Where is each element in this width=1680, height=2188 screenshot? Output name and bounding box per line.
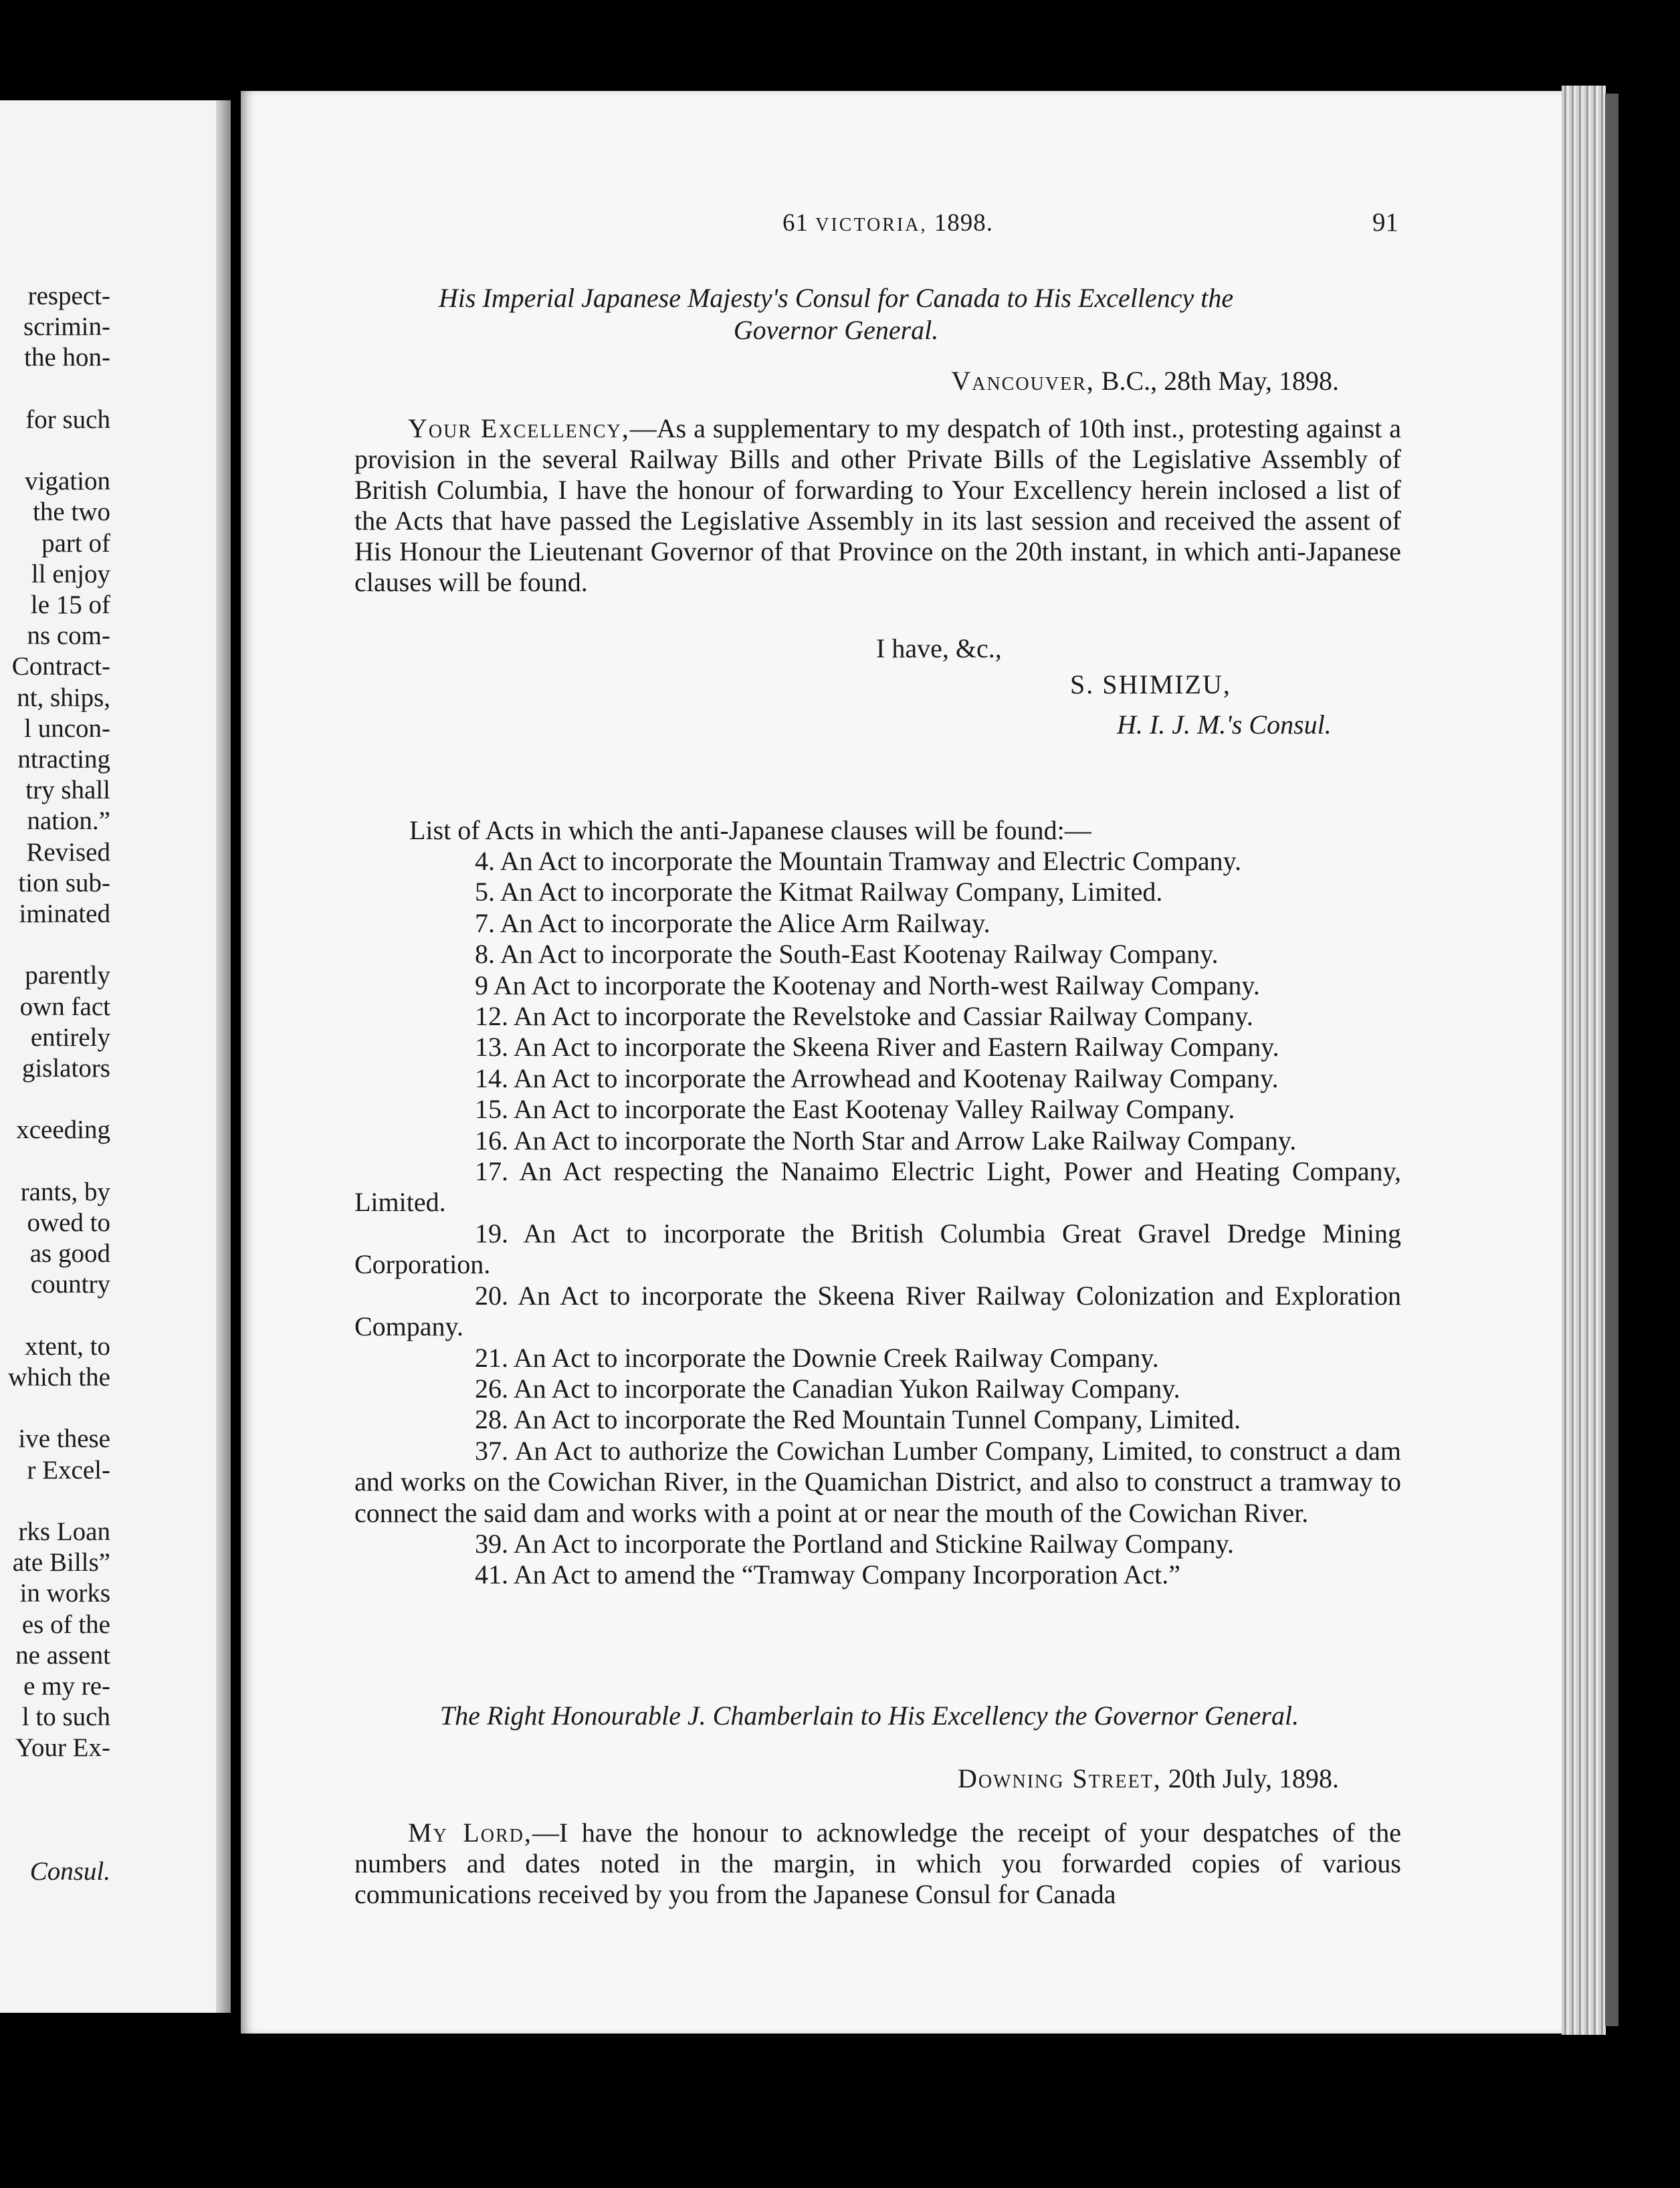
act-title: An Act to incorporate the Red Mountain Tunnel Company, Limited. bbox=[513, 1404, 1241, 1435]
facing-page-line: nt, ships, bbox=[17, 683, 110, 712]
act-number: 14. bbox=[475, 1063, 508, 1093]
letter2-heading: The Right Honourable J. Chamberlain to His Excellency the Governor General. bbox=[439, 1701, 1299, 1731]
letter2-dateline bbox=[958, 1763, 1339, 1794]
act-item bbox=[354, 846, 1401, 877]
letter1-closing: I have, &c., bbox=[876, 633, 1002, 663]
running-head-number: 61 bbox=[782, 209, 809, 237]
facing-page-line: for such bbox=[25, 405, 110, 434]
facing-page-line: ate Bills” bbox=[12, 1548, 110, 1577]
page-edges bbox=[1562, 86, 1606, 2035]
act-number: 5. bbox=[475, 877, 495, 907]
facing-page-line: Consul. bbox=[29, 1857, 110, 1886]
act-item bbox=[354, 1032, 1401, 1063]
act-number: 12. bbox=[475, 1001, 508, 1032]
letter1-dateline bbox=[951, 365, 1339, 397]
facing-page-line: ne assent bbox=[15, 1640, 110, 1670]
facing-page-line: own fact bbox=[19, 992, 110, 1021]
signature-title: H. I. J. M.'s Consul. bbox=[1117, 709, 1332, 740]
running-head-year: 1898. bbox=[934, 209, 994, 237]
facing-page-line: owed to bbox=[27, 1208, 110, 1237]
letter1-dateline-place: Vancouver, bbox=[951, 366, 1095, 396]
facing-page-line: vigation bbox=[25, 467, 110, 496]
facing-page-line: as good bbox=[29, 1239, 110, 1269]
running-head bbox=[782, 209, 993, 237]
act-title: An Act to incorporate the Portland and Stickine Railway Company. bbox=[513, 1528, 1234, 1559]
facing-page-line: tion sub- bbox=[18, 868, 110, 897]
act-title: An Act to incorporate the Skeena River and Eastern Railway Company. bbox=[513, 1032, 1279, 1063]
letter2-dateline-place: Downing Street, bbox=[957, 1763, 1162, 1793]
letter2-body bbox=[354, 1818, 1401, 1910]
facing-page-line: ive these bbox=[18, 1424, 110, 1454]
facing-page-line: try shall bbox=[25, 776, 110, 805]
facing-page-line: the two bbox=[33, 498, 110, 527]
letter2-body-text: —I have the honour to acknowledge the receipt of your despatches of the numbers and dates noted in the margin, in which you forwarded copies of various communications received by you from the Japanese Consul for Canada bbox=[354, 1818, 1401, 1909]
act-item bbox=[354, 1343, 1401, 1374]
act-title: An Act to incorporate the South-East Kootenay Railway Company. bbox=[500, 939, 1219, 970]
facing-page-line: respect- bbox=[27, 282, 110, 310]
page-shadow bbox=[1605, 94, 1618, 2026]
act-number: 21. bbox=[475, 1342, 508, 1373]
acts-list bbox=[354, 846, 1401, 1591]
facing-page-line: Revised bbox=[26, 837, 110, 867]
act-title: An Act to incorporate the East Kootenay Valley Railway Company. bbox=[513, 1094, 1235, 1125]
act-number: 13. bbox=[475, 1032, 508, 1063]
facing-page-line: parently bbox=[25, 961, 110, 990]
facing-page-line: Your Ex- bbox=[15, 1733, 110, 1763]
facing-page-line: rants, by bbox=[20, 1177, 110, 1206]
facing-page-line: r Excel- bbox=[27, 1455, 110, 1485]
letter1-body bbox=[354, 413, 1401, 598]
facing-page-line: le 15 of bbox=[30, 590, 110, 619]
act-number: 41. bbox=[475, 1559, 508, 1590]
page-number: 91 bbox=[1372, 208, 1398, 237]
act-number: 17. bbox=[475, 1156, 508, 1187]
facing-page-line: Contract- bbox=[11, 652, 110, 681]
act-number: 39. bbox=[475, 1528, 508, 1559]
acts-list-intro: List of Acts in which the anti-Japanese clauses will be found:— bbox=[409, 815, 1091, 845]
act-title: An Act to incorporate the Arrowhead and Kootenay Railway Company. bbox=[513, 1063, 1279, 1093]
act-item bbox=[354, 1218, 1401, 1281]
facing-page-line: xtent, to bbox=[25, 1331, 110, 1361]
act-number: 9 bbox=[475, 970, 488, 1000]
facing-page-line: part of bbox=[41, 528, 110, 558]
letter1-heading bbox=[334, 282, 1338, 346]
facing-page-fragment bbox=[0, 100, 231, 2013]
act-item bbox=[354, 1529, 1401, 1559]
act-title: An Act to incorporate the Kootenay and North-west Railway Company. bbox=[493, 970, 1260, 1000]
act-title: An Act to incorporate the Downie Creek Railway Company. bbox=[513, 1342, 1159, 1373]
act-number: 7. bbox=[475, 907, 495, 938]
act-title: An Act respecting the Nanaimo Electric Light, Power and Heating Company, Limited. bbox=[354, 1156, 1402, 1218]
facing-page-line: ns com- bbox=[27, 621, 110, 651]
act-item bbox=[354, 1559, 1401, 1590]
act-item bbox=[354, 939, 1401, 970]
act-title: An Act to authorize the Cowichan Lumber Company, Limited, to construct a dam and works on the Cowichan River, in the Quamichan District, and also to construct a tramway to connect the said dam and works with a point at or near the mouth of the Cowichan River. bbox=[354, 1435, 1402, 1528]
letter2-dateline-date: 20th July, 1898. bbox=[1168, 1763, 1339, 1793]
facing-page-line: rks Loan bbox=[18, 1517, 110, 1546]
act-title: An Act to incorporate the North Star and Arrow Lake Railway Company. bbox=[513, 1125, 1297, 1156]
letter2-salutation: My Lord, bbox=[408, 1818, 532, 1848]
letter1-heading-line2: Governor General. bbox=[733, 315, 939, 345]
act-number: 20. bbox=[475, 1280, 508, 1311]
act-item bbox=[354, 1281, 1401, 1343]
letter1-dateline-date: B.C., 28th May, 1898. bbox=[1101, 366, 1339, 396]
act-item bbox=[354, 1094, 1401, 1125]
act-item bbox=[354, 1374, 1401, 1404]
act-title: An Act to incorporate the Kitmat Railway Company, Limited. bbox=[500, 877, 1163, 907]
facing-page-line: gislators bbox=[21, 1054, 110, 1083]
running-head-word: VICTORIA, bbox=[815, 215, 928, 235]
letter1-body-text: —As a supplementary to my despatch of 10th inst., protesting against a provision in the several Railway Bills and other Private Bills of the Legislative Assembly of British Columbia, I have the honour of forwarding to Your Excellency herein inclosed a list of the Acts that have passed the Legislative Assembly in its last session and received the assent of His Honour the Lieutenant Governor of that Province on the 20th instant, in which anti-Japanese clauses will be found. bbox=[354, 413, 1402, 597]
book-gutter bbox=[216, 100, 231, 2013]
facing-page-line: es of the bbox=[21, 1610, 110, 1639]
act-title: An Act to amend the “Tramway Company Incorporation Act.” bbox=[513, 1559, 1180, 1590]
act-number: 8. bbox=[475, 939, 495, 970]
facing-page-line: e my re- bbox=[23, 1672, 110, 1701]
act-title: An Act to incorporate the Skeena River Railway Colonization and Exploration Company. bbox=[354, 1280, 1401, 1342]
act-number: 19. bbox=[475, 1218, 508, 1248]
act-number: 28. bbox=[475, 1404, 508, 1435]
act-item bbox=[354, 1125, 1401, 1156]
act-number: 37. bbox=[475, 1435, 508, 1466]
act-item bbox=[354, 970, 1401, 1001]
act-title: An Act to incorporate the Revelstoke and Cassiar Railway Company. bbox=[513, 1001, 1253, 1032]
act-title: An Act to incorporate the Alice Arm Railway. bbox=[500, 907, 990, 938]
facing-page-line: scrimin- bbox=[23, 312, 110, 342]
facing-page-line: nation.” bbox=[27, 806, 110, 836]
facing-page-line: l to such bbox=[21, 1703, 110, 1732]
act-item bbox=[354, 1001, 1401, 1032]
act-title: An Act to incorporate the Canadian Yukon Railway Company. bbox=[513, 1373, 1180, 1404]
facing-page-line: the hon- bbox=[24, 343, 110, 372]
act-item bbox=[354, 1404, 1401, 1435]
act-title: An Act to incorporate the Mountain Tramway and Electric Company. bbox=[500, 846, 1242, 876]
signature-name: S. SHIMIZU, bbox=[1070, 669, 1231, 699]
act-item bbox=[354, 908, 1401, 939]
act-number: 15. bbox=[475, 1094, 508, 1125]
act-number: 16. bbox=[475, 1125, 508, 1156]
act-title: An Act to incorporate the British Columbia Great Gravel Dredge Mining Corporation. bbox=[354, 1218, 1402, 1280]
act-item bbox=[354, 877, 1401, 907]
facing-page-line: l uncon- bbox=[24, 714, 110, 743]
act-item bbox=[354, 1436, 1401, 1529]
act-item bbox=[354, 1156, 1401, 1218]
facing-page-line: ntracting bbox=[17, 745, 110, 774]
act-item bbox=[354, 1063, 1401, 1094]
facing-page-line: ll enjoy bbox=[31, 559, 110, 588]
act-number: 26. bbox=[475, 1373, 508, 1404]
letter1-salutation: Your Excellency, bbox=[408, 413, 630, 443]
act-number: 4. bbox=[475, 846, 495, 876]
facing-page-line: country bbox=[30, 1270, 110, 1299]
facing-page-line: xceeding bbox=[16, 1115, 110, 1145]
facing-page-line: iminated bbox=[19, 899, 110, 928]
facing-page-line: entirely bbox=[30, 1022, 110, 1052]
letter1-heading-line1: His Imperial Japanese Majesty's Consul for Canada to His Excellency the bbox=[438, 283, 1234, 313]
facing-page-line: in works bbox=[19, 1579, 110, 1608]
facing-page-line: which the bbox=[8, 1363, 110, 1392]
